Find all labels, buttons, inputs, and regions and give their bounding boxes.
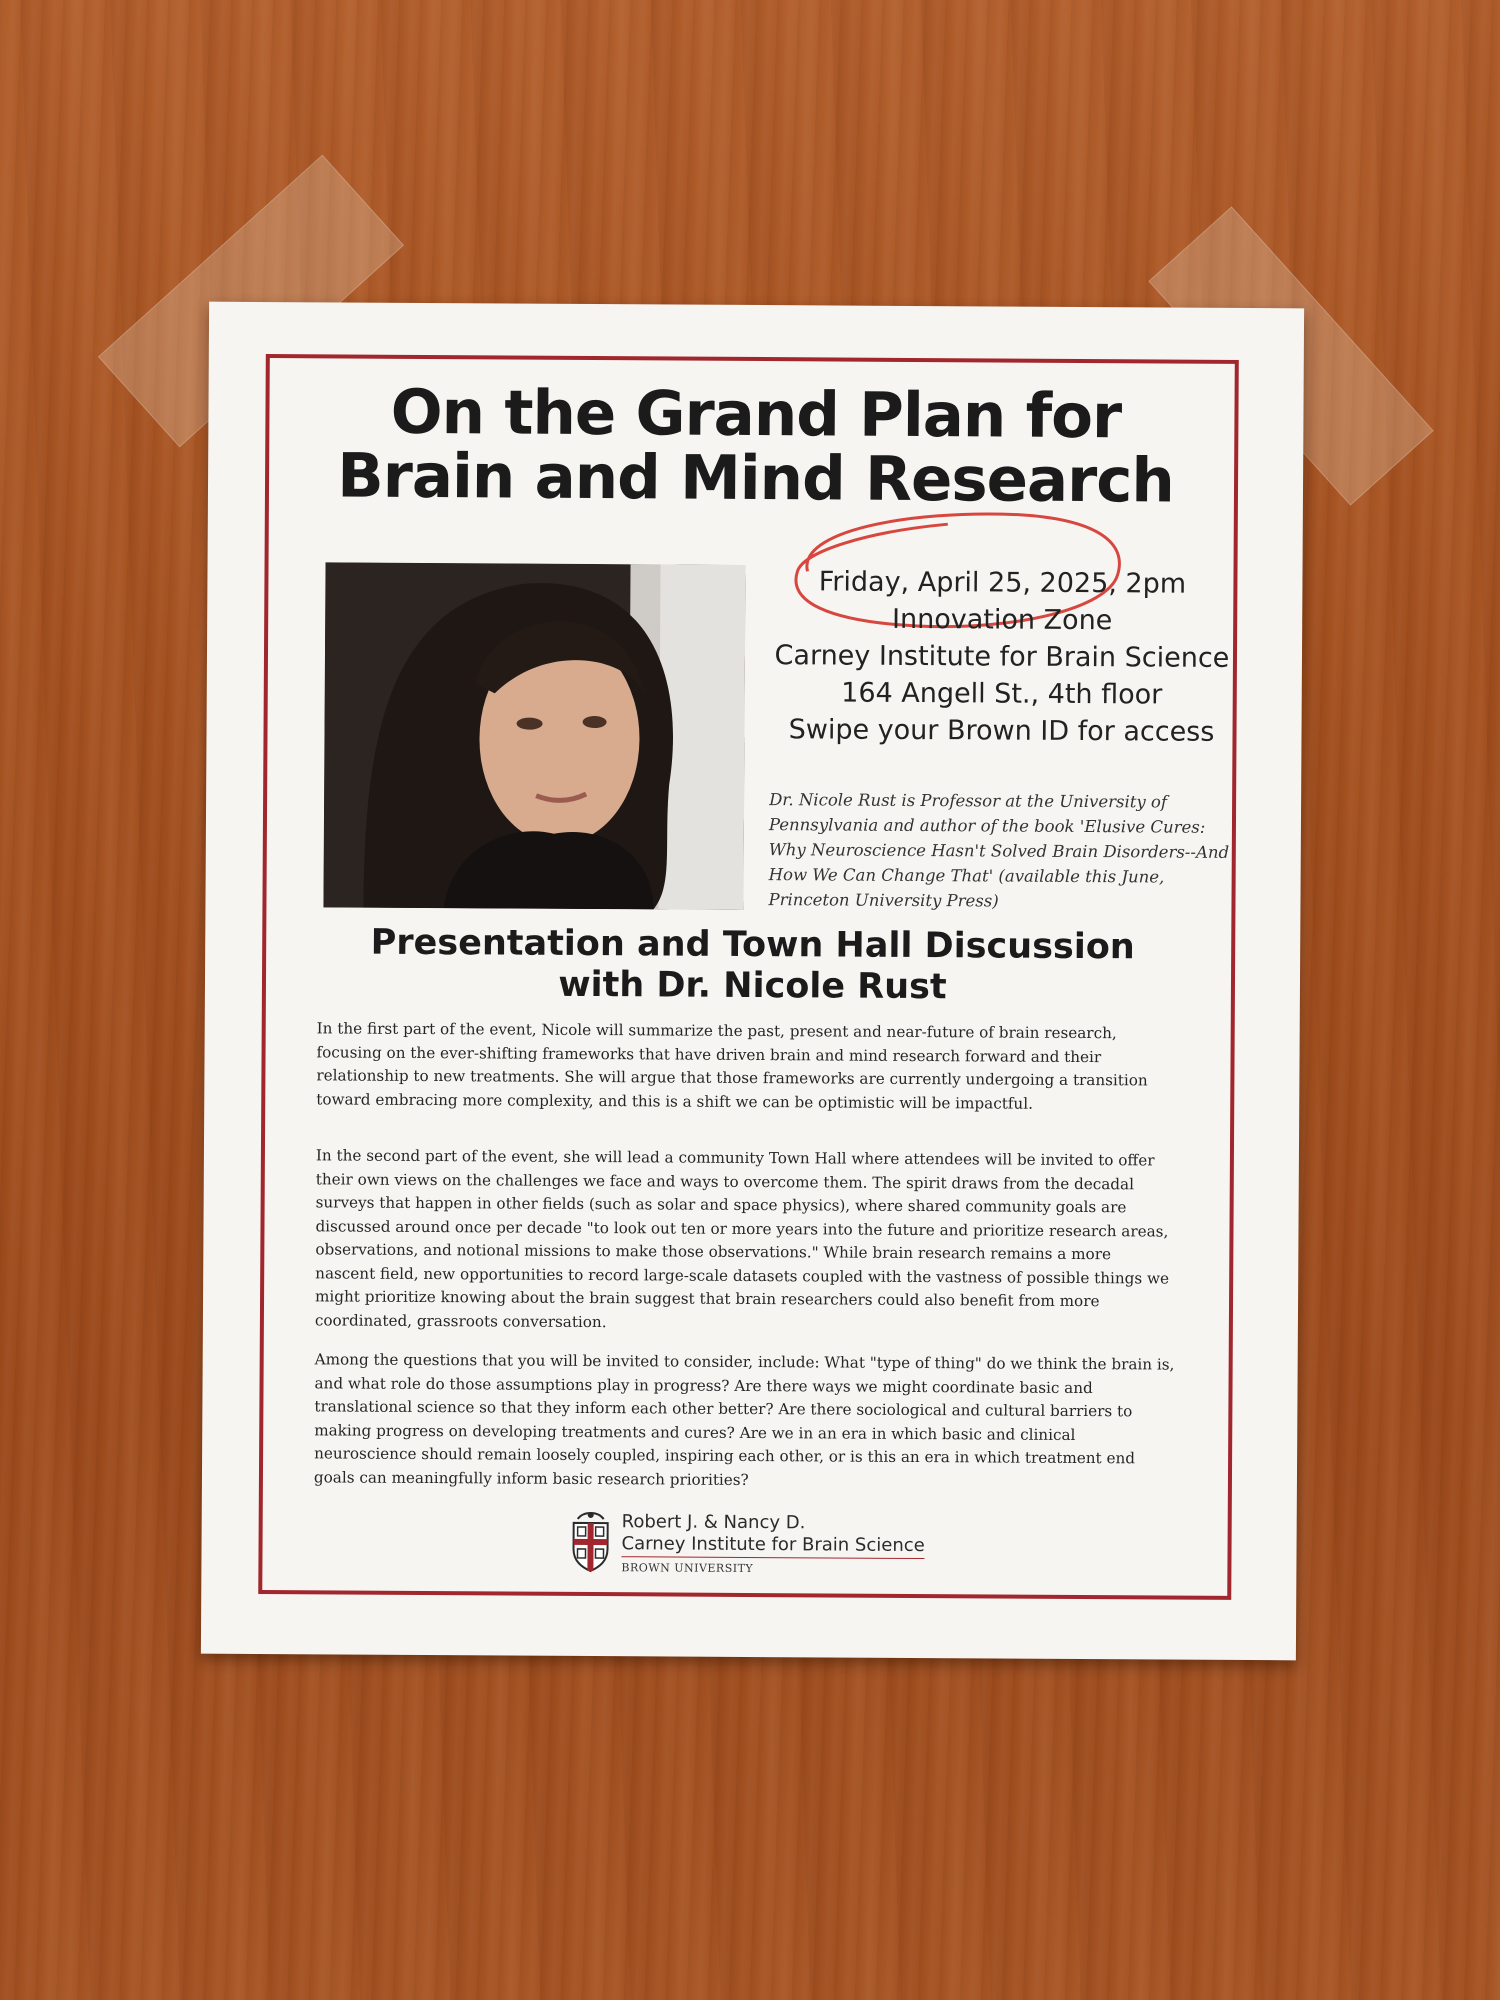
poster [201,302,1304,1661]
event-institute: Carney Institute for Brain Science [774,640,1230,674]
event-date-time: Friday, April 25, 2025, 2pm [818,566,1187,600]
subtitle-line-1: Presentation and Town Hall Discussion [370,922,1135,968]
logo-line-1: Robert J. & Nancy D. [621,1511,806,1534]
event-details [746,563,1257,751]
title-line-2: Brain and Mind Research [337,440,1175,517]
event-room: Innovation Zone [891,603,1113,637]
event-address: 164 Angell St., 4th floor [841,677,1163,711]
title-line-1: On the Grand Plan for [390,376,1122,453]
speaker-bio: Dr. Nicole Rust is Professor at the University of Pennsylvania and author of the book 'Elusive Cures: Why Neuroscience Hasn't Solved Brain Disorders--And How We Can Change That' (available this June, Princeton University Press) [768,790,1230,911]
poster-title [208,376,1304,517]
brown-shield-icon [569,1509,611,1573]
subtitle-line-2: with Dr. Nicole Rust [558,964,947,1008]
paragraph-3: Among the questions that you will be invited to consider, include: What "type of thing" do we think the brain is, and what role do those assumptions play in progress? Are there ways we might coordinate basic and translational science so that they inform each other better? Are there sociological and cultural barriers to making progress on developing treatments and cures? Are we in an era in which basic and clinical neuroscience should remain loosely coupled, inspiring each other, or is this an era in which treatment end goals can meaningfully inform basic research priorities? [313,1350,1175,1489]
logo-line-2: Carney Institute for Brain Science [621,1533,924,1559]
paragraph-1: In the first part of the event, Nicole will summarize the past, present and near-future of brain research, focusing on the ever-shifting frameworks that have driven brain and mind research forward and their relationship to new treatments. She will argue that those frameworks are currently undergoing a transition toward embracing more complexity, and this is a shift we can be optimistic will be impactful. [316,1019,1148,1113]
poster-subtitle [205,922,1300,1011]
event-access: Swipe your Brown ID for access [788,714,1215,748]
paragraph-2: In the second part of the event, she will lead a community Town Hall where attendees will be invited to offer their own views on the challenges we face and ways to overcome them. The spirit draws from the decadal surveys that happen in other fields (such as solar and space physics), where shared community goals are discussed around once per decade "to look out ten or more years into the future and prioritize research areas, observations, and notional missions to make those observations." While brain research remains a more nascent field, new opportunities to record large-scale datasets coupled with the vastness of possible things we might prioritize knowing about the brain suggest that brain researchers could also benefit from more coordinated, grassroots conversation. [314,1146,1170,1331]
speaker-photo [323,562,745,910]
logo-line-3: BROWN UNIVERSITY [621,1561,754,1576]
carney-logo [569,1509,949,1581]
